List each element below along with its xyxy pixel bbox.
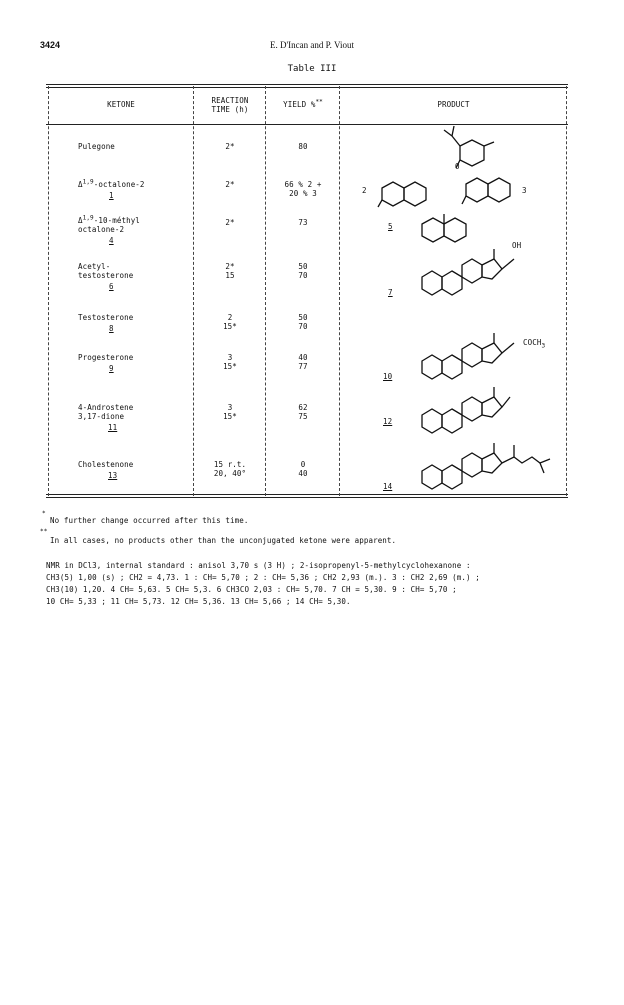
column-divider: [48, 86, 49, 496]
ketone-cell: Cholestenone: [78, 460, 134, 469]
ketone-cell: 4-Androstene 3,17-dione: [78, 403, 134, 421]
methyloctalone-product-5-structure: [418, 212, 472, 244]
product-number-10: 10: [383, 372, 393, 381]
octalone-product-2-structure: [378, 176, 444, 208]
column-divider: [193, 86, 194, 496]
column-header-product: PRODUCT: [437, 100, 470, 109]
nmr-line: 10 CH= 5,33 ; 11 CH= 5,73. 12 CH= 5,36. 13 CH= 5,66 ; 14 CH= 5,30.: [46, 597, 351, 606]
ketone-cell: Δ$^{1,9}$-octalone-2: [78, 178, 145, 189]
yield-cell: 50 70: [298, 313, 308, 331]
time-cell: 2 15*: [223, 313, 237, 331]
ketone-cell: Δ$^{1,9}$-10-méthyl octalone-2: [78, 214, 140, 234]
yield-cell: 40 77: [298, 353, 308, 371]
table-header-rule: [46, 124, 568, 125]
time-cell: 2* 15: [225, 262, 235, 280]
cholestenone-product-14-structure: [418, 437, 558, 491]
acetyl-label: $COCH_3$: [523, 338, 546, 350]
compound-number: 6: [109, 282, 114, 291]
compound-number: 9: [109, 364, 114, 373]
footnote-1: * No further change occurred after this time.: [42, 510, 249, 525]
yield-cell: 73: [298, 218, 308, 227]
product-number-7: 7: [388, 288, 393, 297]
column-divider: [265, 86, 266, 496]
product-number-3: 3: [522, 186, 527, 195]
column-header-reaction-time: REACTION TIME (h): [211, 96, 249, 114]
yield-cell: 80: [298, 142, 308, 151]
page-number: 3424: [40, 40, 61, 50]
time-cell: 2*: [225, 218, 235, 227]
pulegone-product-structure: [430, 130, 510, 175]
table-caption: Table III: [287, 64, 337, 74]
yield-cell: 0 40: [298, 460, 308, 478]
nmr-data-paragraph: [46, 560, 622, 608]
yield-cell: 50 70: [298, 262, 308, 280]
running-header-authors: E. D'Incan and P. Viout: [270, 40, 354, 50]
time-cell: 2*: [225, 142, 235, 151]
time-cell: 15 r.t. 20, 40°: [213, 460, 247, 478]
product-number-14: 14: [383, 482, 393, 491]
product-number-5: 5: [388, 222, 393, 231]
product-number-12: 12: [383, 417, 393, 426]
column-divider: [566, 86, 567, 496]
footnote-2: ** In all cases, no products other than the unconjugated ketone were apparent.: [40, 528, 397, 545]
table-bottom-rule-2: [46, 497, 568, 498]
yield-cell: 62 75: [298, 403, 308, 421]
ketone-cell: Acetyl- testosterone: [78, 262, 134, 280]
progesterone-product-10-structure: [418, 325, 538, 383]
table-top-rule: [46, 84, 568, 85]
testosterone-product-7-structure: [418, 245, 538, 297]
column-header-yield: YIELD %**: [283, 98, 323, 109]
compound-number: 8: [109, 324, 114, 333]
time-cell: 3 15*: [223, 403, 237, 421]
table-bottom-rule: [46, 494, 568, 495]
product-number-2: 2: [362, 186, 367, 195]
yield-cell: 66 % 2 + 20 % 3: [284, 180, 322, 198]
column-header-ketone: KETONE: [107, 100, 135, 109]
compound-number: 13: [108, 471, 118, 480]
oxygen-label: O: [455, 162, 460, 171]
time-cell: 3 15*: [223, 353, 237, 371]
androstenedione-product-12-structure: [418, 383, 538, 435]
nmr-line: CH3(5) 1,00 (s) ; CH2 = 4,73. 1 : CH= 5,70 ; 2 : CH= 5,36 ; CH2 2,93 (m.). 3 : CH2 2,69 (m.) ;: [46, 573, 480, 582]
nmr-line: CH3(10) 1,20. 4 CH= 5,63. 5 CH= 5,3. 6 CH3CO 2,03 : CH= 5,70. 7 CH = 5,30. 9 : CH= 5,70 ;: [46, 585, 457, 594]
octalone-product-3-structure: [462, 172, 528, 206]
column-divider: [339, 86, 340, 496]
ketone-cell: Testosterone: [78, 313, 134, 322]
compound-number: 4: [109, 236, 114, 245]
hydroxyl-label: OH: [512, 241, 522, 250]
nmr-line: NMR in DCl3, internal standard : anisol 3,70 s (3 H) ; 2-isopropenyl-5-methylcyclohexanone :: [46, 561, 471, 570]
ketone-cell: Pulegone: [78, 142, 115, 151]
ketone-cell: Progesterone: [78, 353, 134, 362]
time-cell: 2*: [225, 180, 235, 189]
compound-number: 11: [108, 423, 118, 432]
table-top-rule-2: [46, 87, 568, 88]
compound-number: 1: [109, 191, 114, 200]
